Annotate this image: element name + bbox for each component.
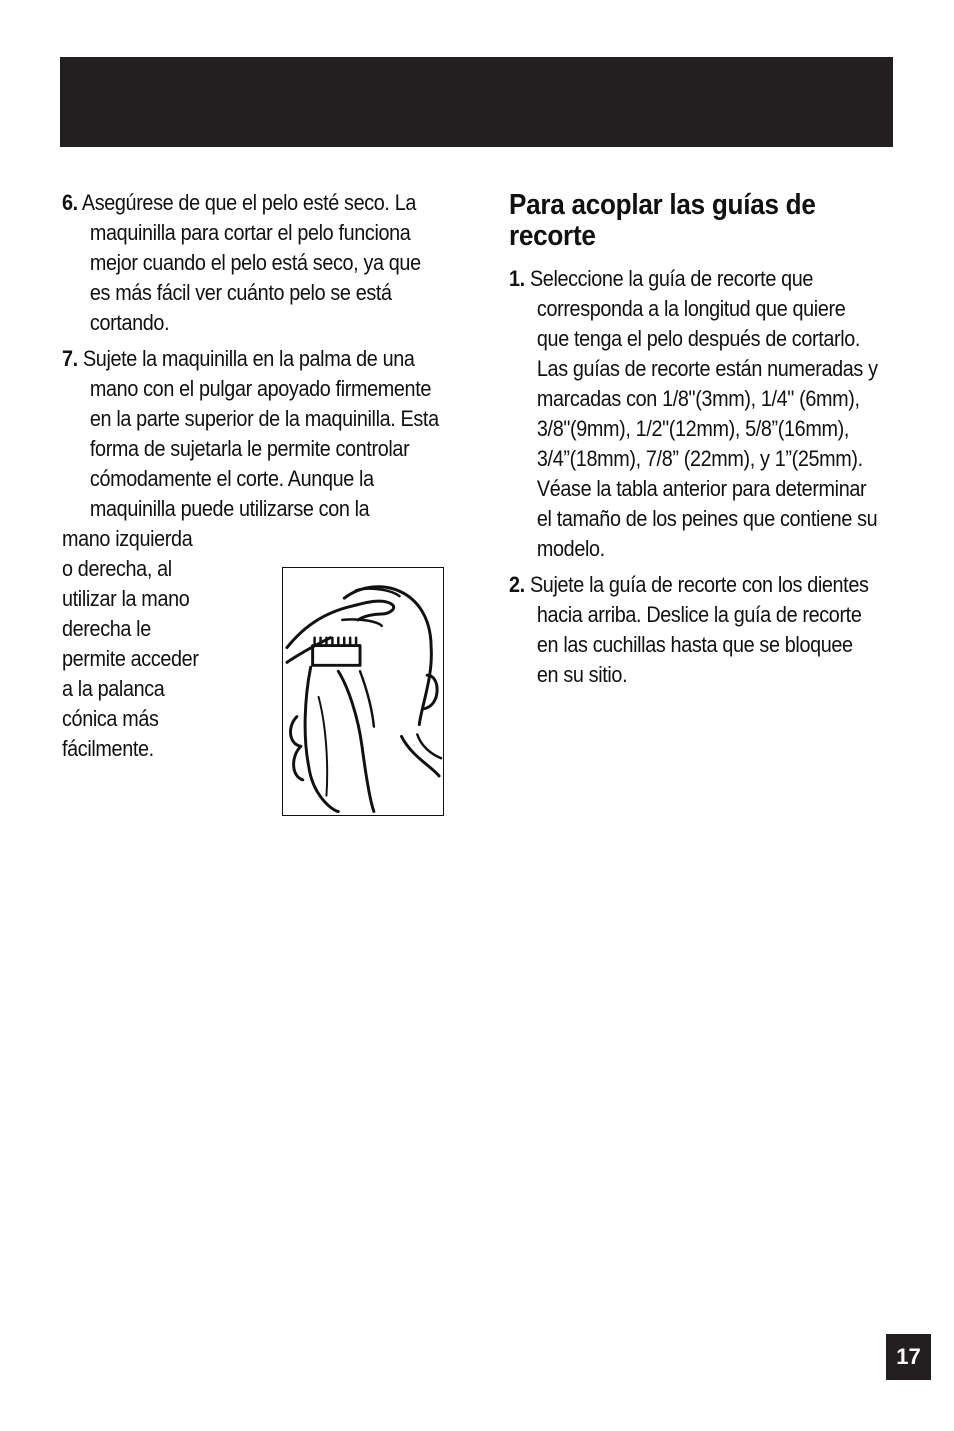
item-number: 7. — [62, 346, 78, 371]
item-text-line: cónica más — [62, 706, 159, 731]
item-text-line: a la palanca — [62, 676, 165, 701]
instruction-item-1 — [509, 264, 878, 564]
item-number: 6. — [62, 190, 78, 215]
item-number: 2. — [509, 572, 525, 597]
page-number: 17 — [886, 1334, 931, 1380]
right-column — [509, 188, 878, 696]
item-text-line: permite acceder — [62, 646, 199, 671]
item-text-line: mano izquierda — [62, 526, 193, 551]
item-number: 1. — [509, 266, 525, 291]
instruction-item-6 — [62, 188, 440, 338]
haircut-illustration — [282, 567, 444, 816]
item-text: Sujete la guía de recorte con los dientes hacia arriba. Deslice la guía de recorte en las cuchillas hasta que se bloquee en su sitio. — [529, 572, 869, 687]
item-text: Sujete la maquinilla en la palma de una mano con el pulgar apoyado firmemente en la parte superior de la maquinilla. Esta forma de sujetarla le permite controlar cómodamente el corte. Aunque la maquinilla puede utilizarse con la — [82, 346, 439, 521]
header-bar — [60, 57, 893, 147]
instruction-item-2 — [509, 570, 878, 690]
clipper-on-head-drawing — [283, 568, 443, 815]
item-text-line: o derecha, al — [62, 556, 172, 581]
item-text-line: fácilmente. — [62, 736, 154, 761]
item-text-line: derecha le — [62, 616, 151, 641]
section-heading: Para acoplar las guías de recorte — [509, 189, 816, 252]
item-text-line: utilizar la mano — [62, 586, 190, 611]
item-text: Seleccione la guía de recorte que corresponda a la longitud que quiere que tenga el pelo después de cortarlo. Las guías de recorte están numeradas y marcadas con 1/8"(3mm), 1/4" (6mm), 3/8"(9mm), 1/2"(12mm), 5/8”(16mm), 3/4”(18mm), 7/8” (22mm), y 1”(25mm). Véase la tabla anterior para determinar el tamaño de los peines que contiene su modelo. — [529, 266, 878, 561]
item-text: Asegúrese de que el pelo esté seco. La maquinilla para cortar el pelo funciona mejor cuando el pelo está seco, ya que es más fácil ver cuánto pelo se está cortando. — [81, 190, 421, 335]
